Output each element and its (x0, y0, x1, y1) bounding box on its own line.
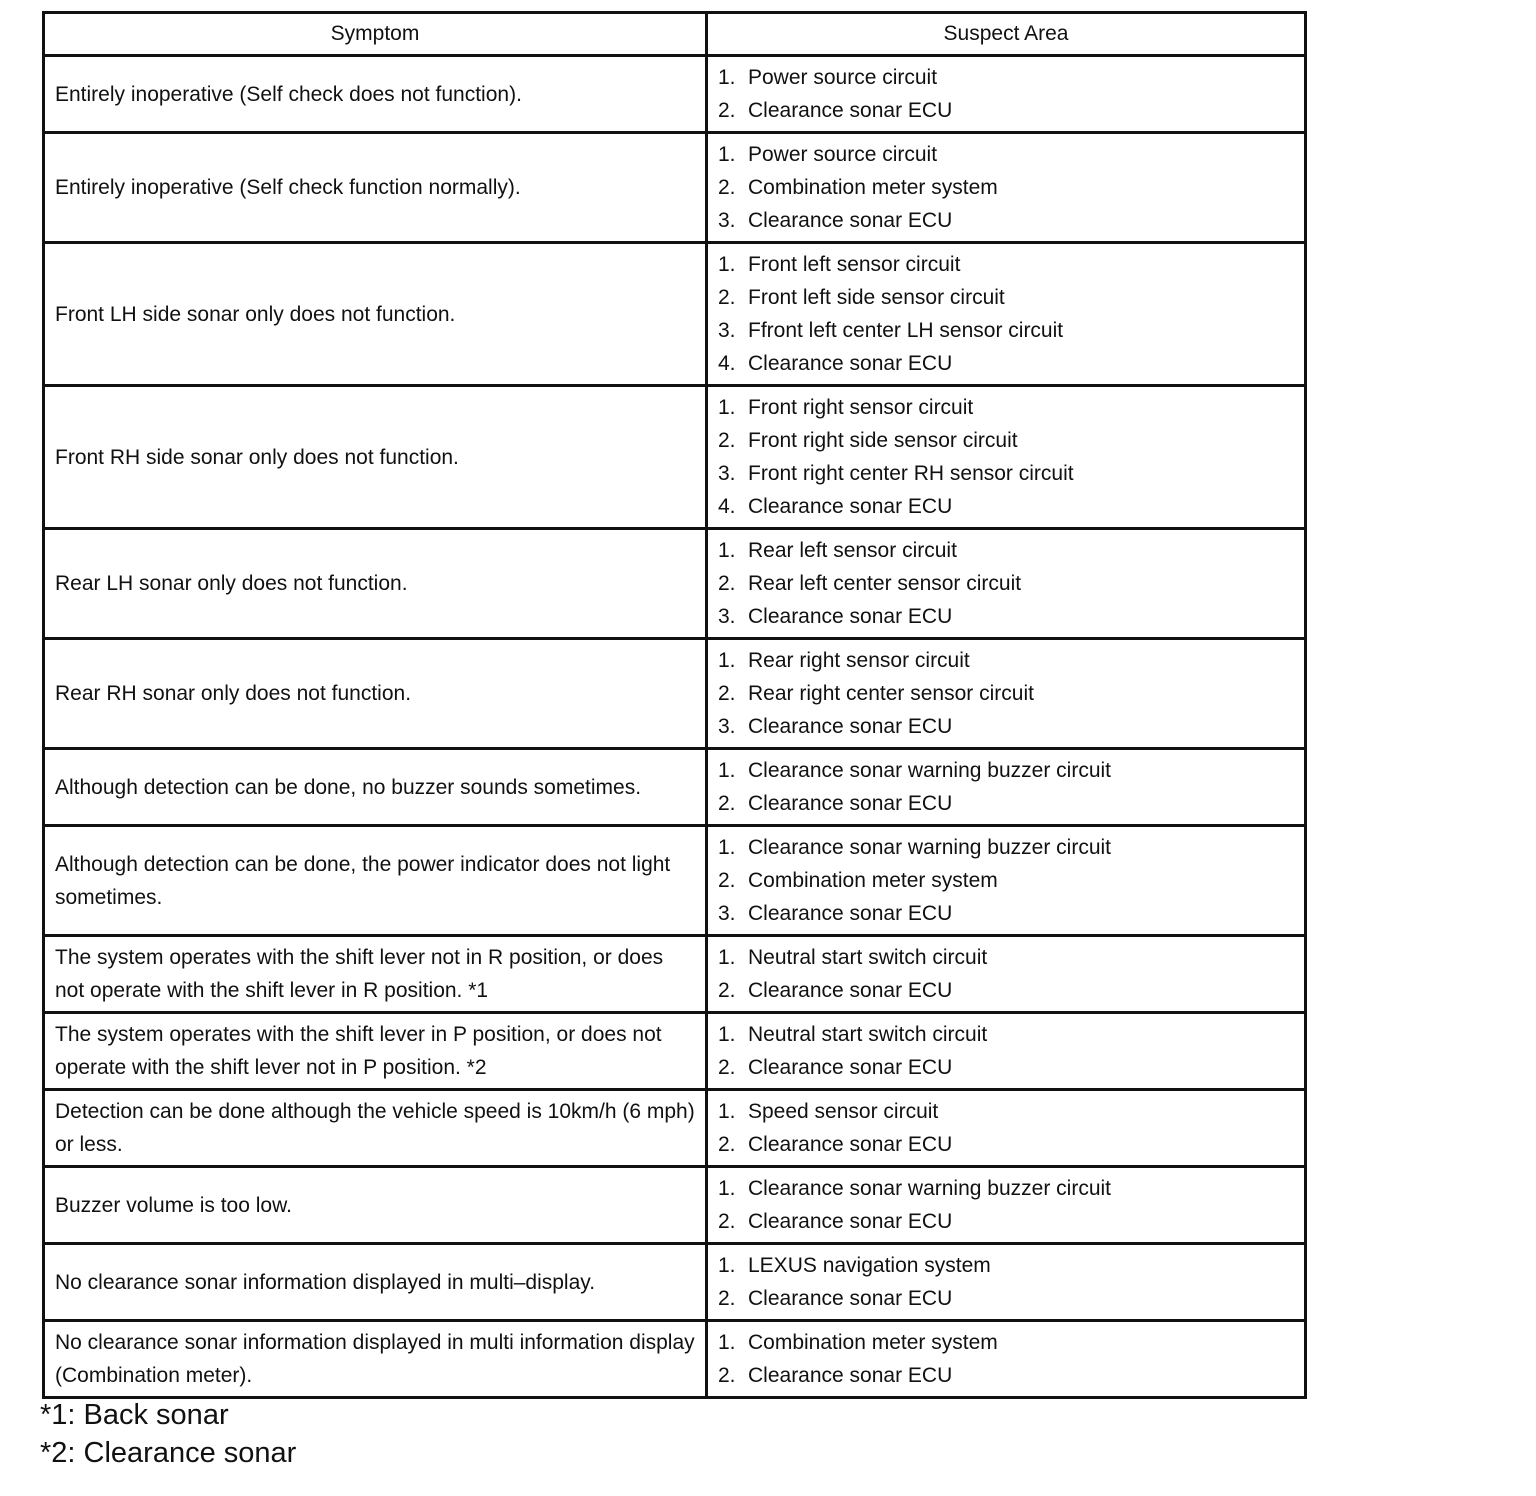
symptom-cell: Front LH side sonar only does not function. (44, 243, 707, 386)
table-header-row (44, 13, 1306, 56)
suspect-area-list (718, 644, 1294, 743)
suspect-area-item (718, 1018, 1294, 1051)
item-number: 2. (718, 792, 736, 815)
suspect-area-cell (707, 826, 1306, 936)
symptom-table (42, 11, 1307, 1399)
symptom-cell: Buzzer volume is too low. (44, 1167, 707, 1244)
symptom-cell: No clearance sonar information displayed in multi information display (Combination meter). (44, 1321, 707, 1398)
footnote-2: *2: Clearance sonar (40, 1437, 297, 1469)
suspect-area-item (718, 1051, 1294, 1084)
item-text: Clearance sonar ECU (748, 715, 953, 738)
table-row (44, 1321, 1306, 1398)
item-number: 1. (718, 1023, 736, 1046)
symptom-cell: Rear RH sonar only does not function. (44, 639, 707, 749)
item-text: Clearance sonar ECU (748, 979, 953, 1002)
suspect-area-item (718, 424, 1294, 457)
item-text: Clearance sonar ECU (748, 1133, 953, 1156)
item-number: 1. (718, 759, 736, 782)
symptom-cell: Detection can be done although the vehicle speed is 10km/h (6 mph) or less. (44, 1090, 707, 1167)
item-text: Neutral start switch circuit (748, 946, 988, 969)
troubleshooting-document (42, 11, 1304, 1399)
item-text: Ffront left center LH sensor circuit (748, 319, 1064, 342)
item-number: 2. (718, 1210, 736, 1233)
item-number: 3. (718, 605, 736, 628)
suspect-area-item (718, 1359, 1294, 1392)
suspect-area-item (718, 534, 1294, 567)
item-number: 2. (718, 869, 736, 892)
table-row (44, 749, 1306, 826)
symptom-column-header: Symptom (44, 13, 707, 56)
suspect-area-item (718, 281, 1294, 314)
item-text: Clearance sonar ECU (748, 1210, 953, 1233)
suspect-area-item (718, 391, 1294, 424)
item-number: 2. (718, 1364, 736, 1387)
suspect-area-item (718, 347, 1294, 380)
item-number: 1. (718, 1177, 736, 1200)
suspect-area-item (718, 1172, 1294, 1205)
item-text: Front left sensor circuit (748, 253, 961, 276)
suspect-area-item (718, 831, 1294, 864)
suspect-area-cell (707, 749, 1306, 826)
item-number: 4. (718, 495, 736, 518)
table-row (44, 1013, 1306, 1090)
suspect-area-cell (707, 1244, 1306, 1321)
suspect-area-cell (707, 243, 1306, 386)
suspect-area-list (718, 1095, 1294, 1161)
suspect-area-cell (707, 1321, 1306, 1398)
suspect-area-list (718, 138, 1294, 237)
suspect-area-item (718, 1205, 1294, 1238)
item-text: Clearance sonar ECU (748, 209, 953, 232)
symptom-cell: Rear LH sonar only does not function. (44, 529, 707, 639)
suspect-area-item (718, 754, 1294, 787)
suspect-area-cell (707, 133, 1306, 243)
table-row (44, 386, 1306, 529)
item-text: Rear left center sensor circuit (748, 572, 1022, 595)
item-text: Front right sensor circuit (748, 396, 974, 419)
item-text: Power source circuit (748, 143, 938, 166)
item-text: Clearance sonar ECU (748, 902, 953, 925)
item-number: 3. (718, 715, 736, 738)
suspect-area-item (718, 457, 1294, 490)
item-text: Clearance sonar ECU (748, 1056, 953, 1079)
item-text: Rear left sensor circuit (748, 539, 957, 562)
suspect-area-item (718, 974, 1294, 1007)
suspect-area-item (718, 204, 1294, 237)
item-text: Rear right sensor circuit (748, 649, 970, 672)
item-number: 2. (718, 286, 736, 309)
suspect-area-item (718, 567, 1294, 600)
suspect-area-item (718, 710, 1294, 743)
item-text: LEXUS navigation system (748, 1254, 991, 1277)
item-number: 4. (718, 352, 736, 375)
suspect-area-list (718, 1172, 1294, 1238)
suspect-area-item (718, 490, 1294, 523)
item-number: 1. (718, 1331, 736, 1354)
item-text: Clearance sonar ECU (748, 1364, 953, 1387)
suspect-area-item (718, 1282, 1294, 1315)
suspect-area-item (718, 897, 1294, 930)
suspect-area-item (718, 1326, 1294, 1359)
item-text: Rear right center sensor circuit (748, 682, 1034, 705)
suspect-area-cell (707, 386, 1306, 529)
item-text: Clearance sonar warning buzzer circuit (748, 759, 1111, 782)
suspect-area-item (718, 787, 1294, 820)
item-text: Front right side sensor circuit (748, 429, 1018, 452)
item-number: 1. (718, 1100, 736, 1123)
suspect-area-item (718, 1249, 1294, 1282)
suspect-area-item (718, 1095, 1294, 1128)
symptom-cell: Entirely inoperative (Self check does not function). (44, 56, 707, 133)
item-number: 2. (718, 99, 736, 122)
item-number: 1. (718, 66, 736, 89)
item-text: Clearance sonar ECU (748, 792, 953, 815)
item-number: 3. (718, 902, 736, 925)
suspect-area-column-header: Suspect Area (707, 13, 1306, 56)
table-row (44, 936, 1306, 1013)
item-number: 2. (718, 682, 736, 705)
item-text: Clearance sonar warning buzzer circuit (748, 836, 1111, 859)
item-number: 2. (718, 1287, 736, 1310)
item-number: 2. (718, 429, 736, 452)
suspect-area-item (718, 1128, 1294, 1161)
suspect-area-item (718, 600, 1294, 633)
symptom-cell: The system operates with the shift lever not in R position, or does not operate with the shift lever in R position. *1 (44, 936, 707, 1013)
item-number: 1. (718, 143, 736, 166)
suspect-area-item (718, 171, 1294, 204)
suspect-area-item (718, 61, 1294, 94)
suspect-area-cell (707, 1013, 1306, 1090)
item-text: Clearance sonar ECU (748, 1287, 953, 1310)
table-row (44, 1167, 1306, 1244)
symptom-cell: Entirely inoperative (Self check function normally). (44, 133, 707, 243)
suspect-area-list (718, 1326, 1294, 1392)
table-row (44, 1244, 1306, 1321)
symptom-cell: The system operates with the shift lever in P position, or does not operate with the shift lever not in P position. *2 (44, 1013, 707, 1090)
item-number: 2. (718, 1056, 736, 1079)
suspect-area-item (718, 677, 1294, 710)
suspect-area-list (718, 941, 1294, 1007)
table-body (44, 56, 1306, 1398)
table-row (44, 243, 1306, 386)
table-row (44, 133, 1306, 243)
item-text: Clearance sonar ECU (748, 495, 953, 518)
suspect-area-list (718, 754, 1294, 820)
table-row (44, 639, 1306, 749)
item-text: Front right center RH sensor circuit (748, 462, 1074, 485)
table-row (44, 1090, 1306, 1167)
item-text: Combination meter system (748, 176, 998, 199)
table-row (44, 56, 1306, 133)
item-number: 1. (718, 649, 736, 672)
item-number: 2. (718, 572, 736, 595)
suspect-area-item (718, 644, 1294, 677)
suspect-area-cell (707, 639, 1306, 749)
suspect-area-list (718, 1018, 1294, 1084)
item-text: Speed sensor circuit (748, 1100, 939, 1123)
suspect-area-item (718, 864, 1294, 897)
suspect-area-cell (707, 1167, 1306, 1244)
footnotes (40, 1396, 296, 1472)
item-number: 1. (718, 253, 736, 276)
item-text: Combination meter system (748, 869, 998, 892)
item-number: 3. (718, 209, 736, 232)
symptom-cell: Although detection can be done, the power indicator does not light sometimes. (44, 826, 707, 936)
item-text: Combination meter system (748, 1331, 998, 1354)
suspect-area-list (718, 831, 1294, 930)
item-text: Clearance sonar ECU (748, 99, 953, 122)
suspect-area-cell (707, 1090, 1306, 1167)
suspect-area-list (718, 1249, 1294, 1315)
suspect-area-list (718, 391, 1294, 523)
item-text: Power source circuit (748, 66, 938, 89)
item-text: Clearance sonar ECU (748, 352, 953, 375)
suspect-area-item (718, 941, 1294, 974)
item-number: 1. (718, 539, 736, 562)
footnote-1: *1: Back sonar (40, 1399, 229, 1431)
suspect-area-cell (707, 936, 1306, 1013)
suspect-area-list (718, 61, 1294, 127)
item-text: Clearance sonar ECU (748, 605, 953, 628)
suspect-area-cell (707, 56, 1306, 133)
suspect-area-list (718, 248, 1294, 380)
table-row (44, 826, 1306, 936)
item-text: Front left side sensor circuit (748, 286, 1005, 309)
item-number: 2. (718, 176, 736, 199)
item-number: 2. (718, 979, 736, 1002)
suspect-area-item (718, 138, 1294, 171)
item-number: 1. (718, 946, 736, 969)
item-text: Neutral start switch circuit (748, 1023, 988, 1046)
suspect-area-item (718, 248, 1294, 281)
item-number: 2. (718, 1133, 736, 1156)
symptom-cell: No clearance sonar information displayed in multi–display. (44, 1244, 707, 1321)
symptom-cell: Front RH side sonar only does not function. (44, 386, 707, 529)
suspect-area-item (718, 94, 1294, 127)
item-number: 1. (718, 1254, 736, 1277)
item-text: Clearance sonar warning buzzer circuit (748, 1177, 1111, 1200)
item-number: 1. (718, 396, 736, 419)
item-number: 3. (718, 319, 736, 342)
item-number: 1. (718, 836, 736, 859)
table-row (44, 529, 1306, 639)
item-number: 3. (718, 462, 736, 485)
suspect-area-item (718, 314, 1294, 347)
suspect-area-cell (707, 529, 1306, 639)
suspect-area-list (718, 534, 1294, 633)
symptom-cell: Although detection can be done, no buzzer sounds sometimes. (44, 749, 707, 826)
